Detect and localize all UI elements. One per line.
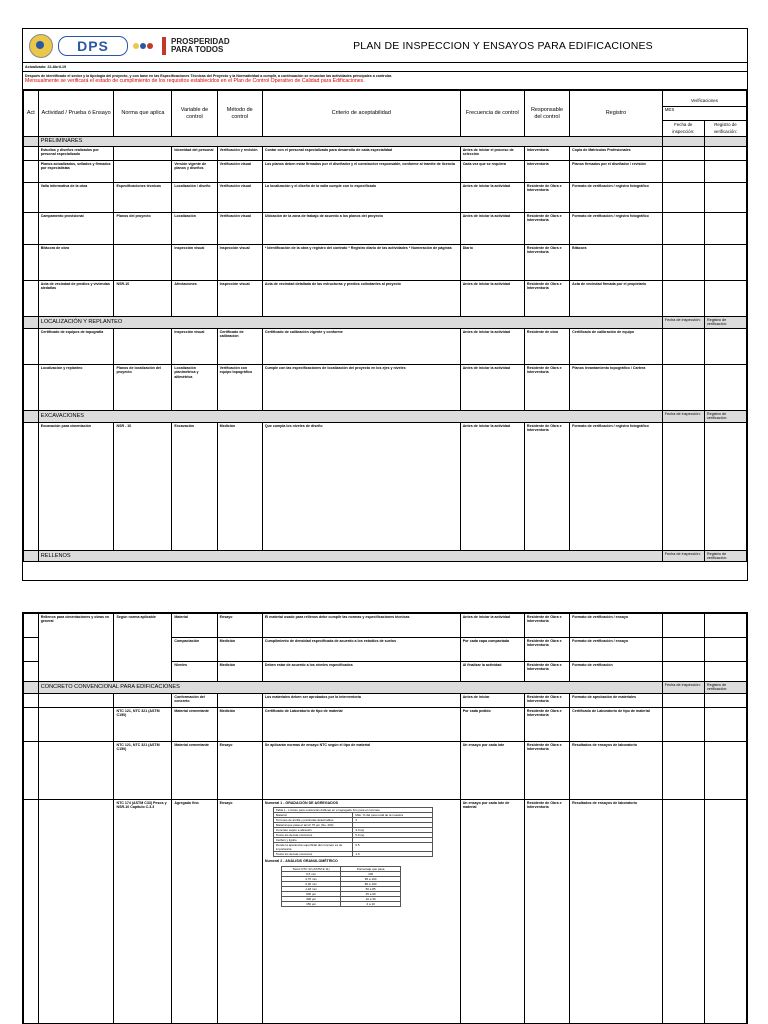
cell-actividad: Rellenos para cimentaciones y obras en general: [38, 614, 114, 682]
table-row: [24, 161, 747, 183]
intro-text: [23, 72, 747, 90]
fecha-label: Fecha de inspección:: [662, 410, 704, 422]
cell-registro: Formato de verificación / registro fotográfico: [570, 183, 663, 213]
cell-actividad: Localización y replanteo: [38, 364, 114, 410]
cell-frecuencia: Antes de iniciar la actividad: [460, 364, 524, 410]
col-criterio: Criterio de aceptabilidad: [262, 91, 460, 137]
cell-metodo: Medición: [217, 422, 262, 550]
cell-frecuencia: Al finalizar la actividad: [460, 662, 524, 682]
gradation-row: 1,18 mm 50 a 85: [281, 886, 400, 891]
table-row: [24, 281, 747, 317]
limits-row: Terrones de arcilla y partículas deleznables 3: [273, 818, 432, 823]
cell-frecuencia: Antes de iniciar la actividad: [460, 213, 524, 245]
intro-line-1: Después de identificado el sector y la tipología del proyecto, y con base en las Especificaciones Técnicas del Proyecto y la Normatividad a cumplir, a continuación se enuncian las actividades principales a controlar.: [25, 74, 393, 78]
cell-actividad: Planos actualizados, sellados y firmados por especialistas: [38, 161, 114, 183]
table-row: [24, 800, 747, 1024]
intro-line-2: Mensualmente se verificará el estado de cumplimiento de los requisitos establecidos en el Plan de Control Operativo de Calidad para Edificaciones.: [25, 78, 365, 84]
col-responsable: Responsable del control: [524, 91, 569, 137]
fecha-label: Fecha de inspección:: [662, 682, 704, 694]
cell-norma: Según norma aplicable: [114, 614, 172, 682]
limits-col-max: Máx. % del peso total de la muestra: [353, 813, 433, 818]
cell-registro: Formato de verificación / registro fotográfico: [570, 422, 663, 550]
cell-actividad: Campamento provisional: [38, 213, 114, 245]
cell-metodo: Certificado de calibración: [217, 328, 262, 364]
gradation-col-pass: Porcentaje que pasa: [341, 866, 401, 871]
cell-registro: Certificado de calibración de equipo: [570, 328, 663, 364]
col-registro: Registro: [570, 91, 663, 137]
cell-criterio: Certificado de calibración vigente y conforme: [262, 328, 460, 364]
cell-registro: Resultados de ensayos de laboratorio: [570, 800, 663, 1024]
limits-table-title: Tabla 1 - Límites para sustancias dañinas en el agregado fino para el concreto: [273, 808, 432, 813]
cell-variable: Compactación: [172, 638, 217, 662]
cell-criterio: Contar con el personal especializado para desarrollo de cada especialidad: [262, 147, 460, 161]
cell-registro: Copia de Matrículas Profesionales: [570, 147, 663, 161]
table-row: [24, 183, 747, 213]
cell-norma: [114, 245, 172, 281]
col-act: Act: [24, 91, 39, 137]
cell-variable: Localización: [172, 213, 217, 245]
limits-row: Material que pasa el tamiz 75 µm (No. 200): [273, 823, 432, 828]
cell-registro: Formato de verificación: [570, 662, 663, 682]
cell-frecuencia: Por cada pedido: [460, 708, 524, 742]
table-row: [24, 364, 747, 410]
cell-norma: NTC 121, NTC 321 (ASTM C150): [114, 742, 172, 800]
limits-row: Donde la apariencia superficial del concreto es de importancia 0.5: [273, 843, 432, 852]
cell-variable: Material: [172, 614, 217, 638]
gradation-row: 4,75 mm 95 a 100: [281, 876, 400, 881]
cell-registro: Planos firmados por el diseñador / revisión: [570, 161, 663, 183]
limits-row: Carbón y lignito: [273, 838, 432, 843]
cell-metodo: [217, 694, 262, 708]
cell-variable: Inspección visual: [172, 245, 217, 281]
section-title: CONCRETO CONVENCIONAL PARA EDIFICACIONES: [38, 682, 662, 694]
table-row: [24, 147, 747, 161]
section-row: [24, 410, 747, 422]
dps-logo: DPS: [58, 36, 128, 56]
cell-metodo: Verificación y revisión: [217, 147, 262, 161]
document-header: [23, 29, 747, 63]
gradation-row: 9,5 mm 100: [281, 871, 400, 876]
cell-responsable: Residente de Obra e Interventoría: [524, 800, 569, 1024]
cell-criterio: Se aplicarán normas de ensayo NTC según el tipo de material: [262, 742, 460, 800]
table-row: [24, 708, 747, 742]
table-row: [24, 245, 747, 281]
cell-variable: Versión vigente de planos y diseños: [172, 161, 217, 183]
page-two: [22, 612, 748, 1024]
section-row: [24, 550, 747, 562]
gradation-row: 300 µm 10 a 30: [281, 896, 400, 901]
cell-norma: Planos de localización del proyecto: [114, 364, 172, 410]
cell-norma: NTC 121, NTC 321 (ASTM C150): [114, 708, 172, 742]
gradation-row: 600 µm 25 a 60: [281, 891, 400, 896]
cell-criterio: Certificado de Laboratorio de tipo de material: [262, 708, 460, 742]
cell-frecuencia: Un ensayo por cada lote de material: [460, 800, 524, 1024]
cell-responsable: Residente de obra: [524, 328, 569, 364]
logo-area: [23, 29, 259, 62]
cell-registro: Bitácora: [570, 245, 663, 281]
registro-verif-label: Registro de verificación:: [704, 682, 746, 694]
limits-col-material: Material: [273, 813, 353, 818]
col-verificaciones: [662, 91, 746, 121]
cell-responsable: Interventoría: [524, 161, 569, 183]
cell-norma: NSR - 10: [114, 422, 172, 550]
inspection-table: [23, 90, 747, 562]
cell-actividad: Bitácora de obra: [38, 245, 114, 281]
cell-metodo: Medición: [217, 638, 262, 662]
cell-frecuencia: Antes de iniciar la actividad: [460, 422, 524, 550]
col-frecuencia: Frecuencia de control: [460, 91, 524, 137]
cell-criterio: Que cumpla los niveles de diseño: [262, 422, 460, 550]
col-variable: Variable de control: [172, 91, 217, 137]
cell-metodo: Medición: [217, 708, 262, 742]
gradation-col-sieve: Tamiz NTC 32 (ASTM E 11): [281, 866, 341, 871]
color-dots-icon: [133, 43, 153, 49]
registro-verif-label: Registro de verificación:: [704, 550, 746, 562]
cell-actividad: Certificado de equipos de topografía: [38, 328, 114, 364]
gradation-row: 2,36 mm 80 a 100: [281, 881, 400, 886]
cell-actividad: [38, 742, 114, 800]
cell-actividad: Acta de vecindad de predios y viviendas aledañas: [38, 281, 114, 317]
cell-metodo: Inspección visual: [217, 281, 262, 317]
cell-responsable: Interventoría: [524, 147, 569, 161]
table-row: [24, 328, 747, 364]
cell-variable: Idoneidad del personal: [172, 147, 217, 161]
fecha-label: Fecha de inspección:: [662, 317, 704, 329]
cell-registro: Acta de vecindad firmada por el propietario: [570, 281, 663, 317]
criterio-heading: Numeral 1 - GRADACIÓN DE AGREGADOS: [264, 801, 339, 805]
cell-frecuencia: Antes de iniciar la actividad: [460, 614, 524, 638]
cell-variable: Afectaciones: [172, 281, 217, 317]
cell-metodo: Verificación visual: [217, 183, 262, 213]
cell-frecuencia: Diario: [460, 245, 524, 281]
cell-metodo: Ensayo: [217, 742, 262, 800]
fecha-label: Fecha de inspección:: [662, 550, 704, 562]
cell-criterio: [262, 800, 460, 1024]
cell-frecuencia: Antes de iniciar: [460, 694, 524, 708]
cell-metodo: Medición: [217, 662, 262, 682]
cell-norma: NTC 174 (ASTM C33) Pesos y NSR-10 Capítulo C.3.3: [114, 800, 172, 1024]
cell-actividad: Excavación para cimentación: [38, 422, 114, 550]
cell-criterio: Ubicación de la zona de trabajo de acuerdo a los planos del proyecto: [262, 213, 460, 245]
cell-criterio: Acta de vecindad detallada de las estructuras y predios colindantes al proyecto: [262, 281, 460, 317]
colombia-seal-icon: [29, 34, 53, 58]
cell-metodo: Verificación visual: [217, 161, 262, 183]
cell-criterio: Los materiales deben ser aprobados por la interventoría: [262, 694, 460, 708]
cell-norma: [114, 161, 172, 183]
col-metodo: Método de control: [217, 91, 262, 137]
cell-criterio: Cumple con las especificaciones de localización del proyecto en los ejes y niveles: [262, 364, 460, 410]
col-norma: Norma que aplica: [114, 91, 172, 137]
cell-norma: [114, 328, 172, 364]
cell-frecuencia: Antes de iniciar la actividad: [460, 328, 524, 364]
section-title: RELLENOS: [38, 550, 662, 562]
limits-row: Todos los demás concretos 1.0: [273, 852, 432, 857]
document-title: PLAN DE INSPECCION Y ENSAYOS PARA EDIFICACIONES: [353, 39, 653, 52]
cell-registro: Formato de verificación / ensayo: [570, 638, 663, 662]
col-registro-verif: Registro de verificación:: [704, 121, 746, 137]
registro-verif-label: Registro de verificación:: [704, 317, 746, 329]
page-one: [22, 28, 748, 581]
limits-row: Concreto sujeto a abrasión 3.0 (a): [273, 828, 432, 833]
cell-metodo: Verificación con equipo topográfico: [217, 364, 262, 410]
cell-variable: Conformación del concreto: [172, 694, 217, 708]
cell-frecuencia: Antes de iniciar la actividad: [460, 183, 524, 213]
cell-variable: Localización / diseño: [172, 183, 217, 213]
col-actividad: Actividad / Prueba ó Ensayo: [38, 91, 114, 137]
cell-responsable: Residente de Obra e Interventoría: [524, 213, 569, 245]
cell-variable: Localización planimétrica y altimétrica: [172, 364, 217, 410]
table-row: [24, 614, 747, 638]
cell-actividad: Estudios y diseños realizados por personal especializado: [38, 147, 114, 161]
col-fecha: Fecha de inspección:: [662, 121, 704, 137]
section-row: [24, 682, 747, 694]
cell-responsable: Residente de Obra e Interventoría: [524, 662, 569, 682]
cell-responsable: Residente de Obra e Interventoría: [524, 708, 569, 742]
cell-actividad: Valla informativa de la obra: [38, 183, 114, 213]
brand-line-2: PARA TODOS: [171, 44, 224, 54]
table-row: [24, 213, 747, 245]
cell-norma: Planos del proyecto: [114, 213, 172, 245]
cell-norma: [114, 147, 172, 161]
table-header-row: [24, 91, 747, 121]
cell-responsable: Residente de Obra e Interventoría: [524, 281, 569, 317]
cell-responsable: Residente de Obra e Interventoría: [524, 694, 569, 708]
cell-registro: Formato de aprobación de materiales: [570, 694, 663, 708]
cell-variable: Material cementante: [172, 742, 217, 800]
cell-variable: Inspección visual: [172, 328, 217, 364]
cell-responsable: Residente de Obra e Interventoría: [524, 614, 569, 638]
table-row: [24, 694, 747, 708]
section-title: LOCALIZACIÓN Y REPLANTEO: [38, 317, 662, 329]
cell-variable: Niveles: [172, 662, 217, 682]
limits-row: Todos los demás concretos 5.0 (a): [273, 833, 432, 838]
cell-registro: Formato de verificación / ensayo: [570, 614, 663, 638]
cell-norma: NSR-10: [114, 281, 172, 317]
cell-criterio: Deben estar de acuerdo a los niveles especificados: [262, 662, 460, 682]
cell-responsable: Residente de Obra e Interventoría: [524, 183, 569, 213]
gradation-heading: Numeral 2 - ANÁLISIS GRANULOMÉTRICO: [264, 859, 338, 864]
cell-responsable: Residente de Obra e Interventoría: [524, 245, 569, 281]
cell-registro: Planos levantamiento topográfico / Cartera: [570, 364, 663, 410]
cell-metodo: Ensayo: [217, 614, 262, 638]
cell-responsable: Residente de Obra e Interventoría: [524, 422, 569, 550]
cell-frecuencia: Antes de iniciar la actividad: [460, 281, 524, 317]
cell-responsable: Residente de Obra e Interventoría: [524, 638, 569, 662]
cell-norma: Especificaciones técnicas: [114, 183, 172, 213]
table-row: [24, 742, 747, 800]
cell-criterio: Los planos deben estar firmados por el diseñador y el constructor responsable, conforme al tramite de licencia: [262, 161, 460, 183]
cell-variable: Agregado fino: [172, 800, 217, 1024]
registro-verif-label: Registro de verificación:: [704, 410, 746, 422]
cell-frecuencia: Por cada capa compactada: [460, 638, 524, 662]
cell-metodo: Ensayo: [217, 800, 262, 1024]
cell-responsable: Residente de Obra e Interventoría: [524, 742, 569, 800]
cell-metodo: Verificación visual: [217, 213, 262, 245]
cell-criterio: El material usado para rellenos debe cumplir las normas y especificaciones técnicas: [262, 614, 460, 638]
cell-responsable: Residente de Obra e Interventoría: [524, 364, 569, 410]
limits-table: [273, 807, 433, 857]
cell-actividad: [38, 800, 114, 1024]
cell-registro: Certificado de Laboratorio de tipo de material: [570, 708, 663, 742]
update-date: Actualizado: 22-Abril-19: [23, 63, 747, 72]
verificaciones-label: Verificaciones: [690, 98, 718, 103]
cell-actividad: [38, 708, 114, 742]
table-row: [24, 422, 747, 550]
cell-frecuencia: Cada vez que se requiera: [460, 161, 524, 183]
cell-registro: Resultados de ensayos de laboratorio: [570, 742, 663, 800]
cell-frecuencia: Un ensayo por cada lote: [460, 742, 524, 800]
mes-label: MES: [663, 106, 746, 114]
cell-criterio: La localización y el diseño de la valla cumple con lo especificado: [262, 183, 460, 213]
section-row: [24, 317, 747, 329]
cell-actividad: [38, 694, 114, 708]
cell-criterio: * Identificación de la obra y registro del contrato * Registro diario de las actividades * Numeración de páginas: [262, 245, 460, 281]
inspection-table-continued: [23, 613, 747, 1024]
brand-line-1: PROSPERIDAD: [171, 36, 230, 46]
section-row: [24, 137, 747, 147]
cell-variable: Excavación: [172, 422, 217, 550]
cell-norma: [114, 694, 172, 708]
section-title: PRELIMINARES: [38, 137, 662, 147]
gradation-table: [281, 866, 401, 907]
cell-metodo: Inspección visual: [217, 245, 262, 281]
cell-variable: Material cementante: [172, 708, 217, 742]
section-title: EXCAVACIONES: [38, 410, 662, 422]
cell-criterio: Cumplimiento de densidad especificada de acuerdo a los estudios de suelos: [262, 638, 460, 662]
gradation-row: 150 µm 2 a 10: [281, 901, 400, 906]
brand-slogan: [171, 38, 230, 54]
cell-registro: Formato de verificación / registro fotográfico: [570, 213, 663, 245]
brand-bar-icon: [162, 37, 166, 55]
cell-frecuencia: Antes de iniciar el proceso de selección: [460, 147, 524, 161]
